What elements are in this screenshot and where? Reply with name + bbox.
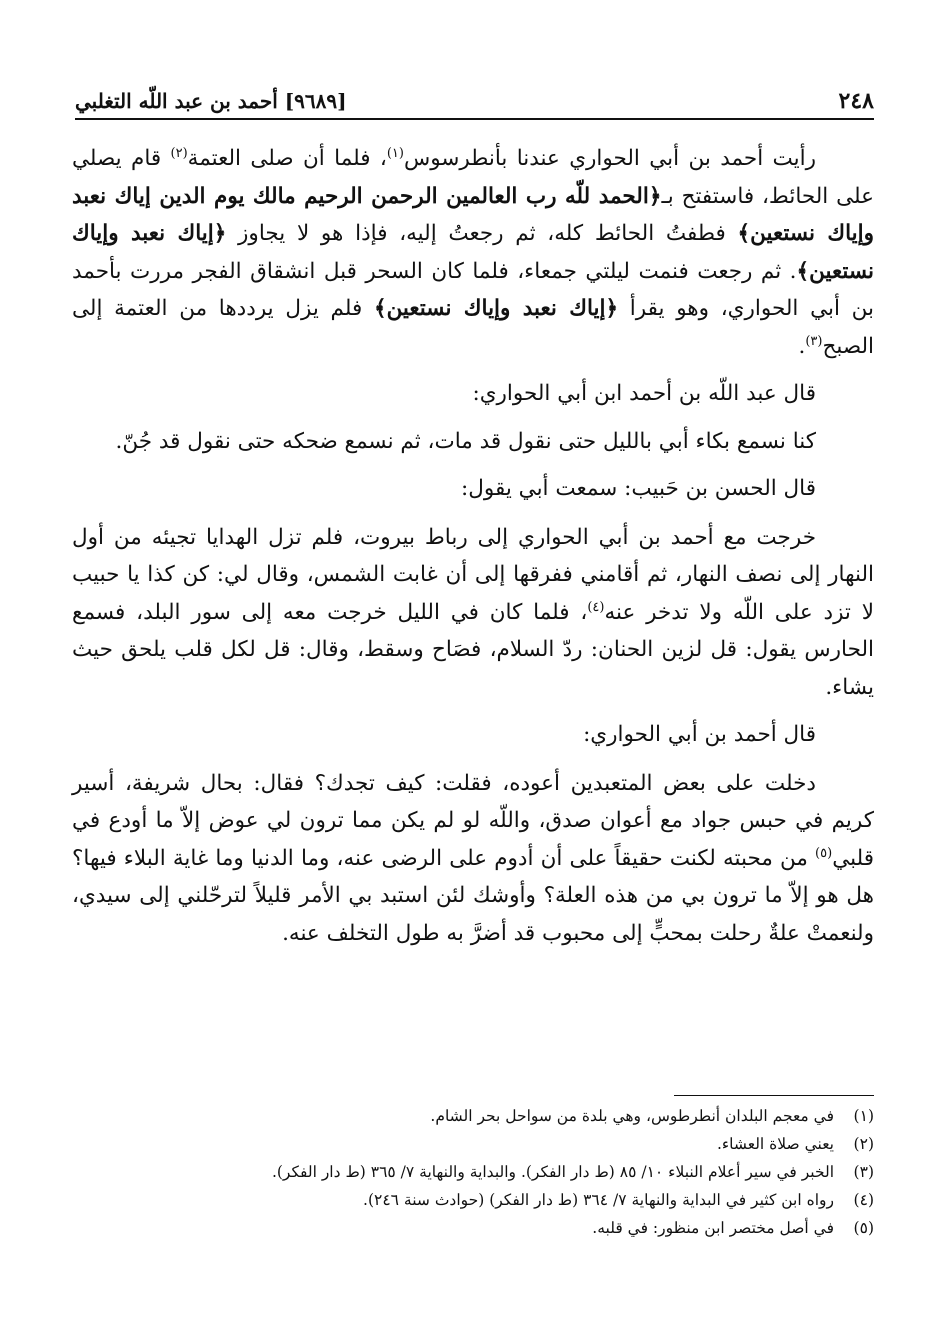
- quran-quote: ﴿إياك نعبد وإياك نستعين﴾: [373, 296, 619, 321]
- text-run: فطفتُ الحائط كله، ثم رجعتُ إليه، فإذا هو لا يجاوز: [226, 221, 738, 246]
- footnote-item: [75, 1214, 874, 1242]
- footnote-separator: [674, 1095, 874, 1096]
- text-run: ، فلما أن صلى العتمة: [187, 146, 387, 171]
- quran-quote: ﴿إياك نعبد وإياك نستعين﴾: [72, 221, 874, 284]
- speaker-line-3: قال أحمد بن أبي الحواري:: [583, 722, 816, 747]
- footnote-ref-5: (٥): [815, 845, 833, 861]
- text-run: فلم يزل يرددها من العتمة إلى الصبح: [72, 296, 874, 359]
- text-run: قام يصلي على الحائط، فاستفتح بـ: [72, 146, 874, 209]
- footnote-number: (٤): [853, 1191, 874, 1209]
- speaker-line-1: قال عبد اللّه بن أحمد ابن أبي الحواري:: [472, 381, 816, 406]
- footnote-text: الخبر في سير أعلام النبلاء ١٠/ ٨٥ (ط دار الفكر). والبداية والنهاية ٧/ ٣٦٥ (ط دار الفكر).: [271, 1163, 834, 1181]
- text-run: ، فلما كان في الليل خرجت معه إلى سور البلد، فسمع الحارس يقول: قل لزين الحنان: ردّ السلام، فصَاح وسقط، وقال: قل لكل قلب يلحق حيث يشاء.: [72, 599, 874, 700]
- footnote-text: في أصل مختصر ابن منظور: في قلبه.: [592, 1219, 834, 1237]
- text-run: . ثم رجعت فنمت ليلتي جمعاء، فلما كان السحر قبل انشقاق الفجر مررت بأحمد بن أبي الحواري، وهو يقرأ: [72, 258, 875, 321]
- footnote-item: [75, 1186, 874, 1214]
- footnote-ref-1: (١): [386, 145, 404, 161]
- paragraph-3: [72, 765, 874, 953]
- quran-quote: ﴿الحمد للّه رب العالمين الرحمن الرحيم مالك يوم الدين إياك نعبد وإياك نستعين﴾: [72, 183, 875, 246]
- running-title: [٩٦٨٩] أحمد بن عبد اللّه التغلبي: [75, 89, 347, 113]
- speaker-line-2: قال الحسن بن حَبيب: سمعت أبي يقول:: [460, 476, 816, 501]
- footnote-ref-4: (٤): [587, 599, 605, 615]
- footnote-number: (٣): [853, 1163, 874, 1181]
- footnote-item: [75, 1158, 874, 1186]
- footnote-text: رواه ابن كثير في البداية والنهاية ٧/ ٣٦٤ (ط دار الفكر) (حوادث سنة ٢٤٦).: [363, 1191, 834, 1209]
- footnote-text: في معجم البلدان أنطرطوس، وهي بلدة من سواحل بحر الشام.: [430, 1107, 834, 1125]
- text-run: .: [798, 333, 806, 359]
- text-run: من محبته لكنت حقيقاً على أن أدوم على الرضى عنه، وما الدنيا وما غاية البلاء فيها؟ هل هو إلاّ ما ترون بي من هذه العلة؟ وأوشك لئن استبد بي الأمر قليلاً لترحّلني إلى سيدي، ولنعمتْ علةٌ رحلت بمحبٍّ إلى محبوب قد أضرَّ به طول التخلف عنه.: [72, 845, 874, 946]
- footnote-text: يعني صلاة العشاء.: [716, 1135, 834, 1153]
- footnote-number: (١): [853, 1107, 874, 1125]
- text-run: رأيت أحمد بن أبي الحواري عندنا بأنطرسوس: [403, 146, 816, 171]
- text-run: خرجت مع أحمد بن أبي الحواري إلى رباط بيروت، فلم تزل الهدايا تجيئه من أول النهار إلى نصف النهار، ثم أقامني ففرقها إلى أن غابت الشمس، وقال لي: كن كذا يا حبيب لا تزد على اللّه ولا تدخر عنه: [72, 524, 874, 625]
- footnote-number: (٢): [853, 1135, 874, 1153]
- footnote-number: (٥): [853, 1219, 874, 1237]
- main-text: [72, 140, 874, 952]
- footnotes: [75, 1102, 874, 1242]
- paragraph-1: [72, 140, 874, 365]
- quote-line: كنا نسمع بكاء أبي بالليل حتى نقول قد مات، ثم نسمع ضحكه حتى نقول قد جُنّ.: [115, 428, 816, 454]
- page-number: ٢٤٨: [838, 88, 874, 114]
- paragraph-2: [72, 519, 874, 707]
- page-header: [75, 84, 874, 120]
- footnote-ref-3: (٣): [805, 333, 823, 349]
- footnote-item: [75, 1130, 874, 1158]
- footnote-ref-2: (٢): [170, 145, 188, 161]
- footnote-item: [75, 1102, 874, 1130]
- text-run: دخلت على بعض المتعبدين أعوده، فقلت: كيف تجدك؟ فقال: بحال شريفة، أسير كريم في حبس جواد مع أعوان صدق، واللّه لو لم يكن مما ترون لي عوض إلاّ ما أودع في قلبي: [72, 770, 874, 871]
